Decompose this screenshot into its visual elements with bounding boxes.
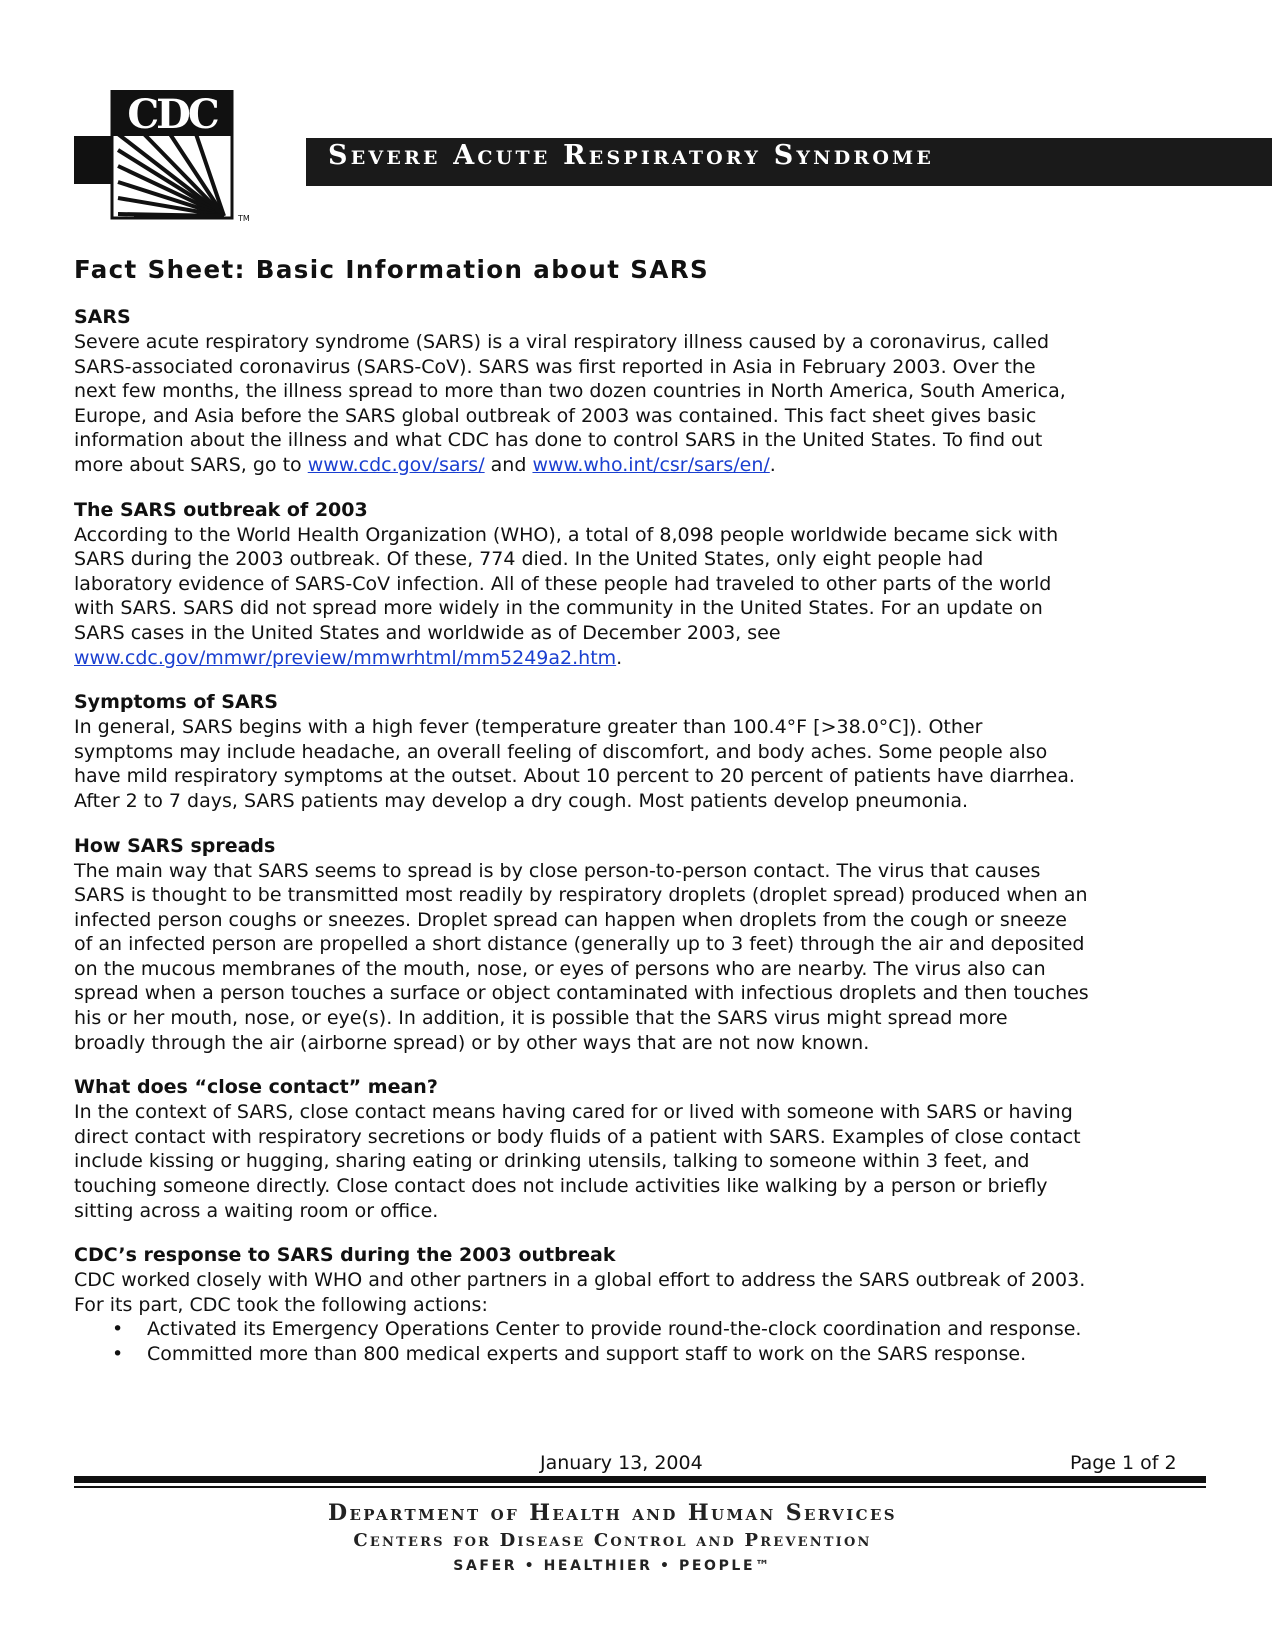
section-symptoms — [74, 690, 1214, 813]
org-department: Department of Health and Human Services — [327, 1500, 898, 1526]
section-heading: The SARS outbreak of 2003 — [74, 498, 368, 521]
trademark-mark: TM — [238, 214, 250, 223]
section-paragraph: The main way that SARS seems to spread is by close person-to-person contact. The virus that causes SARS is thought to be transmitted most readily by respiratory droplets (droplet spread) produced when an infected person coughs or sneezes. Droplet spread can happen when droplets from the cough or sneeze of an infected person are propelled a short distance (generally up to 3 feet) through the air and deposited on the mucous membranes of the mouth, nose, or eyes of persons who are nearby. The virus also can spread when a person touches a surface or object contaminated with infectious droplets and then touches his or her mouth, nose, or eye(s). In addition, it is possible that the SARS virus might spread more broadly through the air (airborne spread) or by other ways that are not now known. — [74, 859, 1089, 1054]
banner-title: Severe Acute Respiratory Syndrome — [328, 140, 935, 171]
section-heading: CDC’s response to SARS during the 2003 outbreak — [74, 1244, 616, 1267]
page-title: Fact Sheet: Basic Information about SARS — [74, 255, 710, 284]
section-paragraph: CDC worked closely with WHO and other partners in a global effort to address the SARS outbreak of 2003. For its part, CDC took the following actions: — [74, 1269, 1086, 1316]
org-tagline: SAFER • HEALTHIER • PEOPLE™ — [453, 1558, 772, 1574]
section-paragraph: Severe acute respiratory syndrome (SARS) is a viral respiratory illness caused by a coronavirus, called SARS-associated coronavirus (SARS-CoV). SARS was first reported in Asia in February 2003. Over the next few months, the illness spread to more than two dozen countries in North America, South America, Europe, and Asia before the SARS global outbreak of 2003 was contained. This fact sheet gives basic information about the illness and what CDC has done to control SARS in the United States. To find out more about SARS, go to www.cdc.gov/sars/ and www.who.int/csr/sars/en/. — [74, 331, 1066, 476]
section-cdc-response — [74, 1243, 1214, 1366]
section-sars — [74, 305, 1214, 478]
actions-list — [74, 1317, 1214, 1366]
section-close-contact — [74, 1075, 1214, 1223]
who-sars-link[interactable]: www.who.int/csr/sars/en/ — [532, 453, 770, 476]
section-outbreak — [74, 498, 1214, 671]
footer-divider — [74, 1476, 1206, 1483]
section-paragraph: In the context of SARS, close contact means having cared for or lived with someone with SARS or having direct contact with respiratory secretions or body fluids of a patient with SARS. Examples of close contact include kissing or hugging, sharing eating or drinking utensils, talking to someone within 3 feet, and touching someone directly. Close contact does not include activities like walking by a person or briefly sitting across a waiting room or office. — [74, 1101, 1081, 1222]
cdc-logo — [74, 90, 314, 230]
section-spread — [74, 834, 1214, 1056]
org-centers: Centers for Disease Control and Prevention — [353, 1530, 872, 1551]
section-heading: How SARS spreads — [74, 834, 276, 857]
section-paragraph: According to the World Health Organization (WHO), a total of 8,098 people worldwide became sick with SARS during the 2003 outbreak. Of these, 774 died. In the United States, only eight people had laboratory evidence of SARS-CoV infection. All of these people had traveled to other parts of the world with SARS. SARS did not spread more widely in the community in the United States. For an update on SARS cases in the United States and worldwide as of December 2003, see www.cdc.gov/mmwr/preview/mmwrhtml/mm5249a2.htm. — [74, 523, 1059, 669]
section-paragraph: In general, SARS begins with a high fever (temperature greater than 100.4°F [>38.0°C]). Other symptoms may include headache, an overall feeling of discomfort, and body aches. Some people also have mild respiratory symptoms at the outset. About 10 percent to 20 percent of patients have diarrhea. After 2 to 7 days, SARS patients may develop a dry cough. Most patients develop pneumonia. — [74, 716, 1075, 812]
footer-divider-thin — [74, 1486, 1206, 1488]
bullet-icon: • — [112, 1343, 124, 1365]
section-heading: Symptoms of SARS — [74, 691, 278, 714]
document-body — [74, 305, 1214, 1387]
mmwr-link[interactable]: www.cdc.gov/mmwr/preview/mmwrhtml/mm5249a2.htm — [74, 646, 617, 669]
bullet-icon: • — [112, 1318, 124, 1341]
list-item: • Activated its Emergency Operations Center to provide round-the-clock coordination and response. — [112, 1318, 1082, 1341]
page-number: Page 1 of 2 — [1070, 1452, 1177, 1474]
list-item: • Committed more than 800 medical experts and support staff to work on the SARS response. — [112, 1343, 1027, 1365]
section-heading: SARS — [74, 306, 131, 328]
section-heading: What does “close contact” mean? — [74, 1076, 438, 1099]
logo-text: CDC — [127, 91, 217, 138]
footer-date: January 13, 2004 — [540, 1452, 703, 1474]
cdc-sars-link[interactable]: www.cdc.gov/sars/ — [307, 453, 485, 476]
